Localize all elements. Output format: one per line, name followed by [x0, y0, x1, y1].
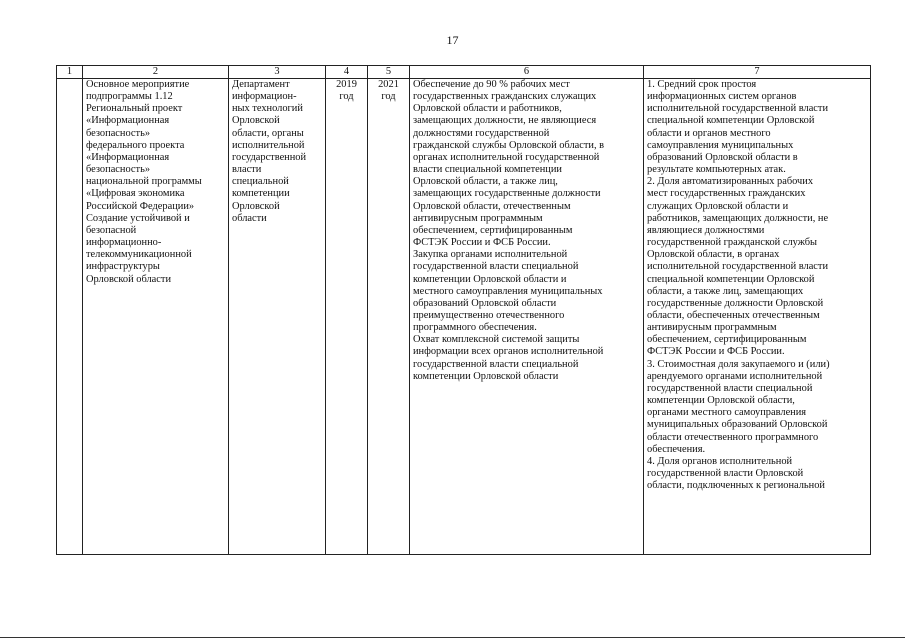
column-number: 1 — [57, 66, 83, 79]
expected-result-paragraph: Закупка органами исполнительной государственной власти специальной компетенции Орловской области и местного самоуправления муниципальных образований Орловской области преимущественно отечественного программного обеспечения. — [413, 249, 603, 334]
column-number-row — [57, 66, 871, 79]
indicators-cell — [644, 79, 871, 555]
start-year-cell — [326, 79, 368, 555]
indicator-item: 1. Средний срок простоя информационных систем органов исполнительной государственной власти специальной компетенции Орловской области и органов местного самоуправления муниципальных образований Орловской области в результате компьютерных атак. — [647, 79, 829, 176]
column-number: 2 — [83, 66, 229, 79]
expected-result-paragraph: Охват комплексной системой защиты информации всех органов исполнительной государственной власти специальной компетенции Орловской области — [413, 334, 604, 382]
indicator-item: 4. Доля органов исполнительной государственной власти Орловской области, подключенных к региональной — [647, 455, 825, 492]
indicator-item: 2. Доля автоматизированных рабочих мест государственных гражданских служащих Орловской области и работников, замещающих должности, не являющиеся должностями государственной гражданской службы Орловской области, в органах исполнительной государственной власти специальной компетенции Орловской области, а также лиц, замещающих государственные должности Орловской области, обеспеченных отечественным антивирусным программным обеспечением, сертифицированным ФСТЭК России и ФСБ России. — [647, 176, 829, 358]
table-row — [57, 79, 871, 555]
page-number: 17 — [446, 33, 459, 47]
column-number: 3 — [229, 66, 326, 79]
page-bottom-edge — [0, 637, 905, 638]
executor-cell — [229, 79, 326, 555]
measure-name-cell — [83, 79, 229, 555]
executor: Департамент информацион- ных технологий Орловской области, органы исполнительной государственной власти специальной компетенции Орловской области — [232, 79, 307, 224]
measure-name: Основное мероприятие подпрограммы 1.12 Региональный проект «Информационная безопасность» федерального проекта «Информационная безопасность» национальной программы «Цифровая экономика Российской Федерации» Создание устойчивой и безопасной информационно- телекоммуникационной инфраструктуры Орловской области — [86, 79, 202, 285]
expected-result-cell — [410, 79, 644, 555]
row-number-cell — [57, 79, 83, 555]
start-year: 2019 год — [336, 79, 357, 103]
end-year: 2021 год — [378, 79, 399, 103]
expected-result-paragraph: Обеспечение до 90 % рабочих мест государственных гражданских служащих Орловской области и работников, замещающих должности, не являющиеся должностями государственной гражданской службы Орловской области, в органах исполнительной государственной власти специальной компетенции Орловской области, а также лиц, замещающих государственные должности Орловской области, отечественным антивирусным программным обеспечением, сертифицированным ФСТЭК России и ФСБ России. — [413, 79, 605, 249]
measures-table — [56, 65, 871, 555]
column-number: 5 — [368, 66, 410, 79]
column-number: 7 — [644, 66, 871, 79]
indicator-item: 3. Стоимостная доля закупаемого и (или) арендуемого органами исполнительной государственной власти специальной компетенции Орловской области, органами местного самоуправления муниципальных образований Орловской области отечественного программного обеспечения. — [647, 358, 830, 455]
column-number: 6 — [410, 66, 644, 79]
column-number: 4 — [326, 66, 368, 79]
end-year-cell — [368, 79, 410, 555]
